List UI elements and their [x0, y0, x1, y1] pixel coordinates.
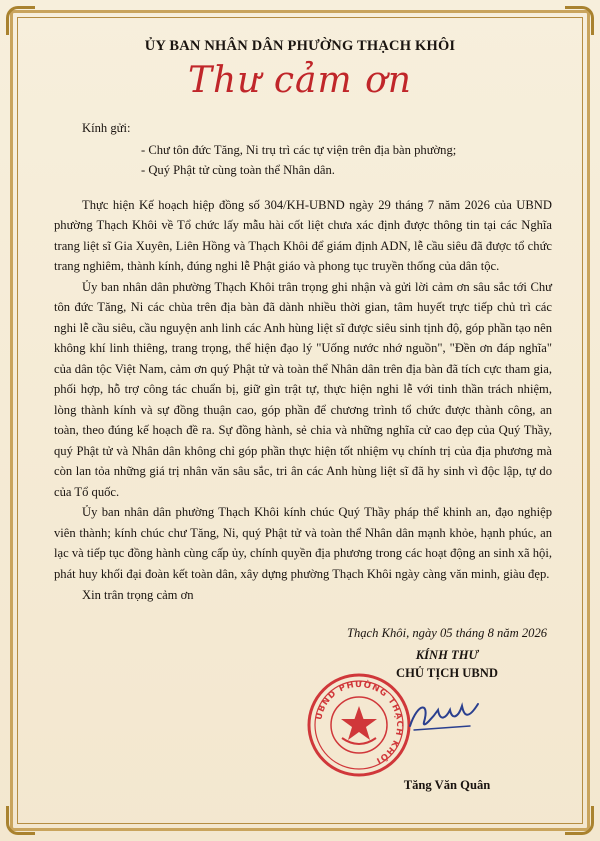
place-and-date: Thạch Khôi, ngày 05 tháng 8 năm 2026 — [346, 626, 548, 640]
corner-ornament-bottom-right — [565, 806, 594, 835]
handwritten-signature-icon — [404, 696, 484, 736]
closing-line: Xin trân trọng cảm ơn — [82, 588, 194, 602]
salutation-label: Kính gửi: — [82, 121, 131, 135]
official-seal-icon — [306, 672, 412, 778]
signer-name: Tăng Văn Quân — [403, 778, 491, 792]
corner-ornament-bottom-left — [6, 806, 35, 835]
corner-ornament-top-right — [565, 6, 594, 35]
signer-position: CHỦ TỊCH UBND — [396, 666, 498, 680]
body-paragraph: Ủy ban nhân dân phường Thạch Khôi trân trọng ghi nhận và gửi lời cảm ơn sâu sắc tới Chư tôn đức Tăng, Ni các chùa trên địa bàn đã dành nhiều thời gian, tâm huyết trực tiếp chủ trì các nghi lễ cầu siêu, cầu nguyện anh linh các Anh hùng liệt sĩ được siêu sinh tịnh độ, góp phần tạo nên không khí linh thiêng, trang trọng, thể hiện đạo lý "Uống nước nhớ nguồn", "Đền ơn đáp nghĩa" của dân tộc Việt Nam, cảm ơn quý Phật tử và toàn thể Nhân dân trên địa bàn đã tích cực tham gia, phối hợp, hỗ trợ công tác chuẩn bị, giữ gìn trật tự, thực hiện nghi lễ với tinh thần trách nhiệm, lòng thành kính và sự đồng thuận cao, góp phần để chương trình tổ chức được thành công, an toàn, theo đúng kế hoạch đề ra. Sự đồng hành, sẻ chia và những nghĩa cử cao đẹp của Quý Thầy, quý Phật tử và Nhân dân không chỉ góp phần thực hiện tốt nhiệm vụ chính trị của địa phương mà còn lan tỏa những giá trị nhân văn sâu sắc, tri ân các Anh hùng liệt sĩ đã hy sinh vì độc lập, tự do của Tổ quốc. — [54, 279, 552, 499]
letter-content — [54, 118, 552, 606]
body-paragraph: Thực hiện Kế hoạch hiệp đồng số 304/KH-UBND ngày 29 tháng 7 năm 2026 của UBND phường Thạch Khôi về Tổ chức lấy mẫu hài cốt liệt chưa xác định được thông tin tại các Nghĩa trang liệt sĩ Gia Xuyên, Liên Hồng và Thạch Khôi để giám định ADN, lễ cầu siêu đã được tổ chức trang nghiêm, thành kính, đúng nghi lễ Phật giáo và phong tục truyền thống của dân tộc. — [54, 197, 552, 273]
svg-text:UBND PHƯỜNG THẠCH KHÔI: UBND PHƯỜNG THẠCH KHÔI — [314, 679, 405, 766]
issuing-organization: ỦY BAN NHÂN DÂN PHƯỜNG THẠCH KHÔI — [144, 38, 456, 54]
letter-title: Thư cảm ơn — [188, 60, 412, 101]
body-paragraph: Ủy ban nhân dân phường Thạch Khôi kính chúc Quý Thầy pháp thể khinh an, đạo nghiệp viên thành; kính chúc chư Tăng, Ni, quý Phật tử và toàn thể Nhân dân mạnh khỏe, hạnh phúc, an lạc và tiếp tục đồng hành cùng cấp ủy, chính quyền địa phương trong các hoạt động an sinh xã hội, phát huy khối đại đoàn kết toàn dân, xây dựng phường Thạch Khôi ngày càng văn minh, giàu đẹp. — [54, 505, 552, 581]
corner-ornament-top-left — [6, 6, 35, 35]
kinh-thu-label: KÍNH THƯ — [415, 648, 479, 662]
recipient-line: - Chư tôn đức Tăng, Ni trụ trì các tự viện trên địa bàn phường; — [141, 142, 457, 157]
recipient-line: - Quý Phật tử cùng toàn thể Nhân dân. — [141, 163, 335, 177]
